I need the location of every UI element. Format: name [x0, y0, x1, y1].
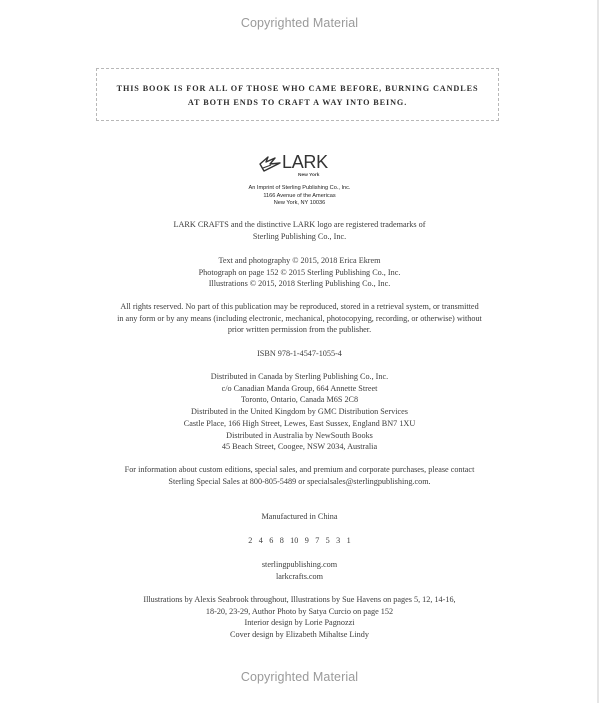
distribution-notice	[60, 371, 539, 453]
distribution-line: Distributed in Canada by Sterling Publishing Co., Inc.	[210, 372, 389, 381]
dedication-line: AT BOTH ENDS TO CRAFT A WAY INTO BEING.	[187, 98, 408, 107]
logo-wordmark: LARK	[282, 152, 328, 172]
manufactured-text: Manufactured in China	[261, 512, 338, 521]
print-number: 1	[346, 536, 351, 545]
copyright-line: Text and photography © 2015, 2018 Erica Ekrem	[218, 256, 381, 265]
isbn	[60, 348, 539, 360]
special-sales-line: Sterling Special Sales at 800-805-5489 or specialsales@sterlingpublishing.com.	[168, 476, 431, 486]
imprint-line: 1166 Avenue of the Americas	[263, 192, 336, 199]
print-number: 7	[315, 536, 320, 545]
distribution-line: Toronto, Ontario, Canada M6S 2C8	[240, 395, 359, 405]
lark-logo	[258, 152, 338, 182]
isbn-text: ISBN 978-1-4547-1055-4	[257, 349, 342, 358]
imprint-address	[60, 185, 539, 208]
print-line-numbers	[60, 535, 539, 547]
rights-line: in any form or by any means (including electronic, mechanical, photocopying, recording, or otherwise) without	[117, 313, 482, 323]
trademark-line: Sterling Publishing Co., Inc.	[252, 231, 347, 241]
print-number: 9	[304, 536, 309, 545]
credits-line: Interior design by Lorie Pagnozzi	[244, 618, 355, 628]
credits-line: 18-20, 23-29, Author Photo by Satya Curcio on page 152	[205, 606, 394, 616]
copyright-line: Photograph on page 152 © 2015 Sterling Publishing Co., Inc.	[198, 267, 401, 277]
print-number: 4	[258, 536, 263, 545]
website-link: sterlingpublishing.com	[261, 560, 338, 569]
website-link: larkcrafts.com	[275, 571, 324, 581]
websites	[60, 559, 539, 582]
copyright-notice	[60, 255, 539, 290]
special-sales-notice	[60, 464, 539, 487]
print-number: 2	[248, 536, 253, 545]
trademark-notice	[60, 219, 539, 242]
distribution-line: c/o Canadian Manda Group, 664 Annette Street	[221, 383, 378, 393]
logo-city: New York	[298, 173, 320, 178]
imprint-line: An Imprint of Sterling Publishing Co., Inc.	[248, 185, 351, 191]
distribution-line: Distributed in Australia by NewSouth Books	[226, 430, 373, 440]
distribution-line: Castle Place, 166 High Street, Lewes, East Sussex, England BN7 1XU	[183, 418, 416, 428]
imprint-line: New York, NY 10036	[273, 200, 326, 207]
special-sales-line: For information about custom editions, special sales, and premium and corporate purchases, please contact	[124, 465, 475, 474]
trademark-line: LARK CRAFTS and the distinctive LARK logo are registered trademarks of	[173, 220, 426, 229]
print-number: 10	[290, 536, 299, 545]
dedication-box	[96, 68, 499, 121]
print-number: 3	[336, 536, 341, 545]
distribution-line: Distributed in the United Kingdom by GMC Distribution Services	[191, 407, 408, 417]
rights-notice	[60, 301, 539, 336]
dedication-line: THIS BOOK IS FOR ALL OF THOSE WHO CAME BEFORE, BURNING CANDLES	[116, 84, 479, 93]
lark-bird-icon	[258, 154, 282, 174]
print-number: 5	[325, 536, 330, 545]
credits-line: Cover design by Elizabeth Mihaltse Lindy	[230, 630, 369, 640]
print-number: 6	[269, 536, 274, 545]
rights-line: prior written permission from the publisher.	[227, 325, 372, 335]
distribution-line: 45 Beach Street, Coogee, NSW 2034, Australia	[221, 442, 378, 452]
watermark-top: Copyrighted Material	[240, 16, 359, 30]
print-number: 8	[279, 536, 284, 545]
manufactured-notice	[60, 511, 539, 523]
credits	[60, 594, 539, 641]
credits-line: Illustrations by Alexis Seabrook throughout, Illustrations by Sue Havens on pages 5, 12, 14-16,	[143, 595, 456, 604]
copyright-line: Illustrations © 2015, 2018 Sterling Publishing Co., Inc.	[208, 279, 391, 289]
rights-line: All rights reserved. No part of this publication may be reproduced, stored in a retrieval system, or transmitted	[120, 302, 479, 311]
watermark-bottom: Copyrighted Material	[240, 670, 359, 684]
